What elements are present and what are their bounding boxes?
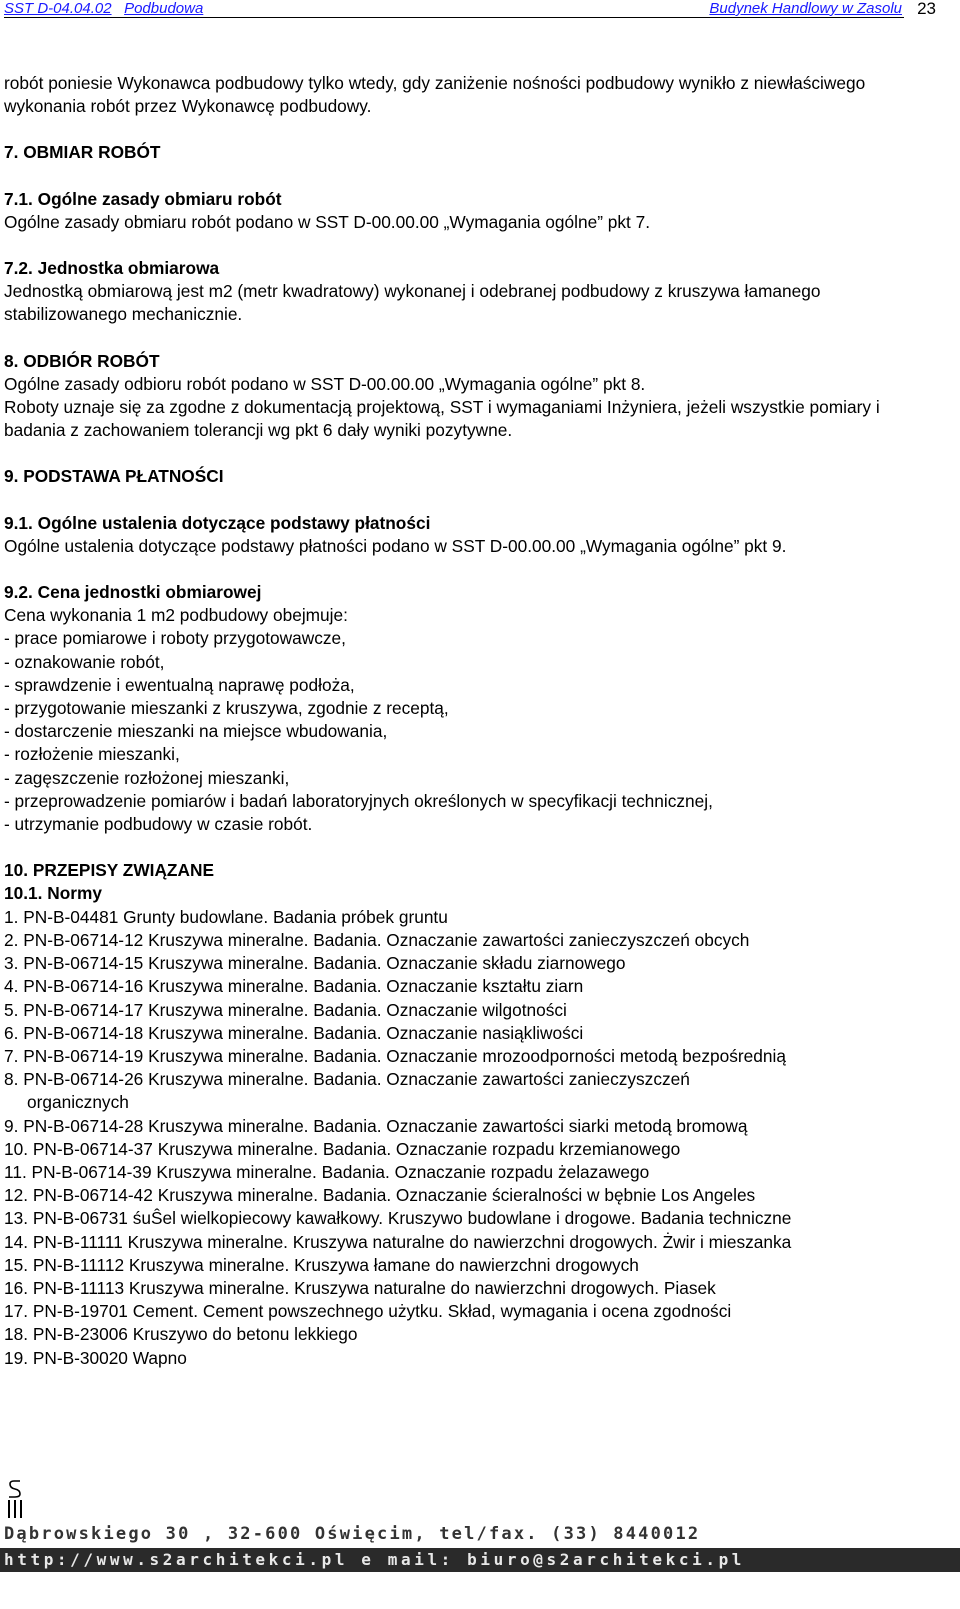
document-body: [4, 72, 936, 1370]
norm-item: 19. PN-B-30020 Wapno: [4, 1347, 187, 1368]
header-rule: [4, 17, 904, 18]
section-7-heading: 7. OBMIAR ROBÓT: [4, 142, 161, 163]
section-9-heading: 9. PODSTAWA PŁATNOŚCI: [4, 466, 224, 487]
norm-item: 8. PN-B-06714-26 Kruszywa mineralne. Badania. Oznaczanie zawartości zanieczyszczeń: [4, 1069, 690, 1090]
norm-item: 17. PN-B-19701 Cement. Cement powszechnego użytku. Skład, wymagania i ocena zgodności: [4, 1301, 732, 1322]
section-7-2-heading: 7.2. Jednostka obmiarowa: [4, 258, 220, 279]
section-9-1-text: Ogólne ustalenia dotyczące podstawy płatności podano w SST D-00.00.00 „Wymagania ogólne” pkt 9.: [4, 535, 787, 556]
list-item: - przygotowanie mieszanki z kruszywa, zgodnie z receptą,: [4, 698, 449, 719]
header-code: SST D-04.04.02: [4, 0, 112, 17]
section-9-2-intro: Cena wykonania 1 m2 podbudowy obejmuje:: [4, 605, 348, 626]
header-left: [4, 0, 203, 17]
norm-item: 4. PN-B-06714-16 Kruszywa mineralne. Badania. Oznaczanie kształtu ziarn: [4, 976, 584, 997]
section-10-heading: 10. PRZEPISY ZWIĄZANE: [4, 860, 214, 881]
norm-item: 3. PN-B-06714-15 Kruszywa mineralne. Badania. Oznaczanie składu ziarnowego: [4, 953, 626, 974]
norm-item: 15. PN-B-11112 Kruszywa mineralne. Kruszywa łamane do nawierzchni drogowych: [4, 1254, 639, 1275]
norm-item: 14. PN-B-11111 Kruszywa mineralne. Kruszywa naturalne do nawierzchni drogowych. Żwir i mieszanka: [4, 1231, 792, 1252]
section-10-1-heading: 10.1. Normy: [4, 883, 102, 904]
list-item: - rozłożenie mieszanki,: [4, 744, 180, 765]
list-item: - sprawdzenie i ewentualną naprawę podłoża,: [4, 674, 355, 695]
list-item: - przeprowadzenie pomiarów i badań laboratoryjnych określonych w specyfikacji technicznej,: [4, 790, 713, 811]
section-7-1-heading: 7.1. Ogólne zasady obmiaru robót: [4, 188, 282, 209]
norm-item: 16. PN-B-11113 Kruszywa mineralne. Kruszywa naturalne do nawierzchni drogowych. Piasek: [4, 1277, 716, 1298]
logo-icon: [6, 1480, 26, 1520]
norm-item: 12. PN-B-06714-42 Kruszywa mineralne. Badania. Oznaczanie ścieralności w bębnie Los Angeles: [4, 1185, 756, 1206]
list-item: - prace pomiarowe i roboty przygotowawcze,: [4, 628, 346, 649]
intro-paragraph: robót poniesie Wykonawca podbudowy tylko wtedy, gdy zaniżenie nośności podbudowy wynikło z niewłaściwego wykonania robót przez Wykonawcę podbudowy.: [4, 73, 866, 117]
norm-item: 6. PN-B-06714-18 Kruszywa mineralne. Badania. Oznaczanie nasiąkliwości: [4, 1022, 584, 1043]
header-title: Podbudowa: [124, 0, 204, 17]
section-8-heading: 8. ODBIÓR ROBÓT: [4, 350, 160, 371]
norm-item: 13. PN-B-06731 śuŜel wielkopiecowy kawałkowy. Kruszywo budowlane i drogowe. Badania techniczne: [4, 1208, 792, 1229]
norm-item: 5. PN-B-06714-17 Kruszywa mineralne. Badania. Oznaczanie wilgotności: [4, 999, 567, 1020]
header-project: Budynek Handlowy w Zasolu: [709, 0, 902, 17]
footer-address: Dąbrowskiego 30 , 32-600 Oświęcim, tel/fax. (33) 8440012: [4, 1524, 701, 1544]
section-9-1-heading: 9.1. Ogólne ustalenia dotyczące podstawy płatności: [4, 512, 431, 533]
norm-item-continuation: organicznych: [27, 1092, 129, 1113]
norm-item: 1. PN-B-04481 Grunty budowlane. Badania próbek gruntu: [4, 906, 448, 927]
norm-item: 7. PN-B-06714-19 Kruszywa mineralne. Badania. Oznaczanie mrozoodporności metodą bezpośrednią: [4, 1045, 786, 1066]
list-item: - zagęszczenie rozłożonej mieszanki,: [4, 767, 290, 788]
footer-contact: http://www.s2architekci.pl e mail: biuro@s2architekci.pl: [4, 1550, 746, 1569]
list-item: - utrzymanie podbudowy w czasie robót.: [4, 814, 313, 835]
norm-item: 2. PN-B-06714-12 Kruszywa mineralne. Badania. Oznaczanie zawartości zanieczyszczeń obcych: [4, 929, 750, 950]
norm-item: 18. PN-B-23006 Kruszywo do betonu lekkiego: [4, 1324, 358, 1345]
section-7-2-text: Jednostką obmiarową jest m2 (metr kwadratowy) wykonanej i odebranej podbudowy z kruszywa łamanego stabilizowanego mechanicznie.: [4, 281, 821, 325]
list-item: - dostarczenie mieszanki na miejsce wbudowania,: [4, 721, 388, 742]
norm-item: 11. PN-B-06714-39 Kruszywa mineralne. Badania. Oznaczanie rozpadu żelazawego: [4, 1161, 650, 1182]
page-number: 23: [917, 0, 936, 18]
section-9-2-heading: 9.2. Cena jednostki obmiarowej: [4, 582, 262, 603]
list-item: - oznakowanie robót,: [4, 651, 165, 672]
section-8-text-2: Roboty uznaje się za zgodne z dokumentacją projektową, SST i wymaganiami Inżyniera, jeżeli wszystkie pomiary i badania z zachowaniem tolerancji wg pkt 6 dały wyniki pozytywne.: [4, 397, 880, 441]
page-header: [4, 0, 936, 17]
section-7-1-text: Ogólne zasady obmiaru robót podano w SST D-00.00.00 „Wymagania ogólne” pkt 7.: [4, 211, 651, 232]
section-8-text-1: Ogólne zasady odbioru robót podano w SST D-00.00.00 „Wymagania ogólne” pkt 8.: [4, 373, 646, 394]
norm-item: 10. PN-B-06714-37 Kruszywa mineralne. Badania. Oznaczanie rozpadu krzemianowego: [4, 1138, 681, 1159]
norm-item: 9. PN-B-06714-28 Kruszywa mineralne. Badania. Oznaczanie zawartości siarki metodą bromową: [4, 1115, 748, 1136]
